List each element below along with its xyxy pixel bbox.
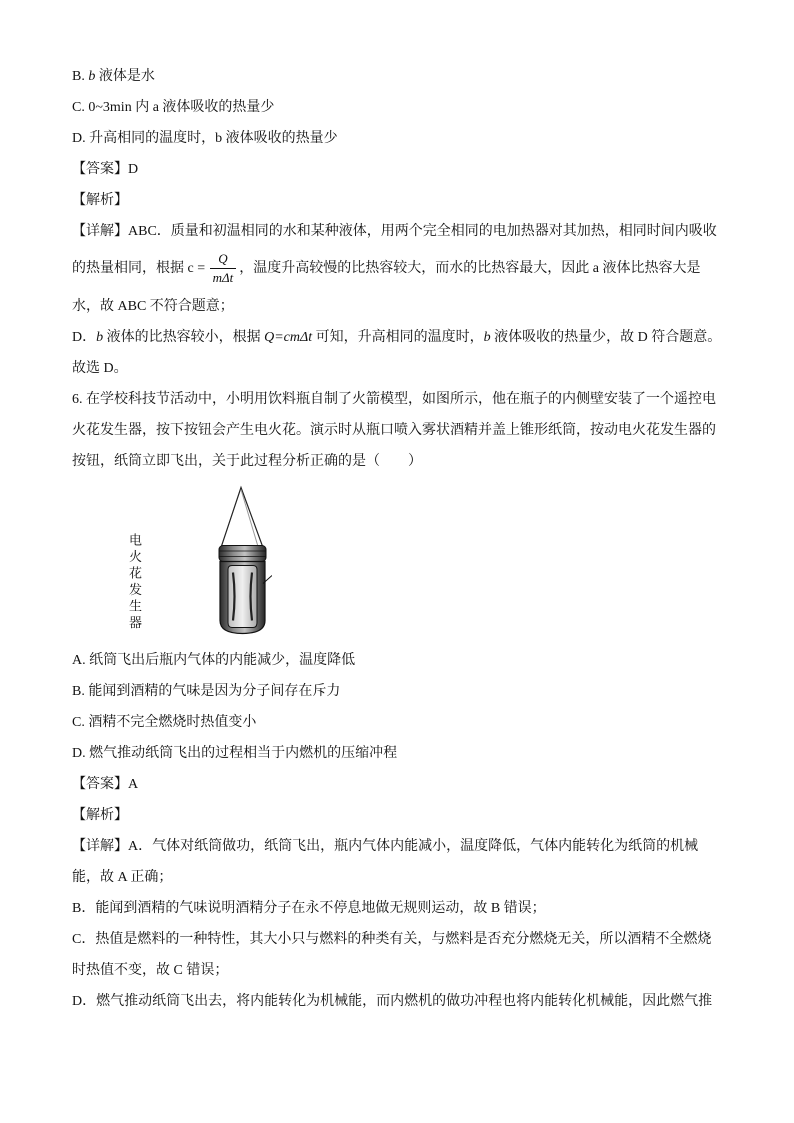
spark-generator-label: 电火花发生器 bbox=[127, 532, 142, 632]
q6-stem-line-3: 按钮，纸筒立即飞出，关于此过程分析正确的是（ ） bbox=[72, 453, 422, 469]
q6-option-b: B. 能闻到酒精的气味是因为分子间存在斥力 bbox=[72, 683, 341, 699]
detail-text-before-formula: 的热量相同，根据 c = bbox=[72, 261, 209, 276]
q6-detail-line-2: 能，故 A 正确； bbox=[72, 869, 173, 885]
q6-detail-line-3: B．能闻到酒精的气味说明酒精分子在永不停息地做无规则运动，故 B 错误； bbox=[72, 900, 546, 916]
specific-heat-fraction bbox=[210, 252, 237, 285]
q6-option-d: D. 燃气推动纸筒飞出的过程相当于内燃机的压缩冲程 bbox=[72, 745, 398, 761]
option-label: B. bbox=[72, 68, 89, 84]
variable-b: b bbox=[88, 68, 96, 84]
page-content bbox=[72, 61, 752, 1017]
q5-detail-line-4 bbox=[72, 322, 752, 353]
rocket-model-figure bbox=[72, 477, 272, 645]
q6-detail-line-6: D．燃气推动纸筒飞出去，将内能转化为机械能，而内燃机的做功冲程也将内能转化机械能，因此燃气推 bbox=[72, 993, 713, 1009]
q6-answer: 【答案】A bbox=[72, 776, 139, 792]
heat-formula: Q=cmΔt bbox=[264, 329, 313, 345]
paper-cone bbox=[221, 487, 263, 547]
fraction-numerator: Q bbox=[218, 251, 228, 266]
fraction-denominator: mΔt bbox=[210, 268, 237, 285]
q5-answer: 【答案】D bbox=[72, 161, 139, 177]
q6-option-a: A. 纸筒飞出后瓶内气体的内能减少，温度降低 bbox=[72, 652, 356, 668]
q6-option-c: C. 酒精不完全燃烧时热值变小 bbox=[72, 714, 257, 730]
q5-detail-line-3: 水，故 ABC 不符合题意； bbox=[72, 298, 234, 314]
variable-b: b bbox=[483, 329, 491, 345]
detail-text: 可知，升高相同的温度时， bbox=[312, 329, 484, 345]
q6-stem-line-2: 火花发生器，按下按钮会产生电火花。演示时从瓶口喷入雾状酒精并盖上锥形纸筒，按动电火花发生器的 bbox=[72, 422, 716, 438]
detail-prefix: D． bbox=[72, 329, 97, 345]
q6-detail-line-4: C．热值是燃料的一种特性，其大小只与燃料的种类有关，与燃料是否充分燃烧无关，所以酒精不全燃烧 bbox=[72, 931, 712, 947]
q6-detail-line-5: 时热值不变，故 C 错误； bbox=[72, 962, 229, 978]
q5-analysis-heading: 【解析】 bbox=[72, 192, 128, 208]
q6-detail-line-1: 【详解】A．气体对纸筒做功，纸筒飞出，瓶内气体内能减小，温度降低，气体内能转化为纸筒的机械 bbox=[72, 838, 699, 854]
q5-option-b bbox=[72, 61, 752, 92]
detail-text: 液体吸收的热量少，故 D 符合题意。 bbox=[490, 329, 722, 345]
rocket-bottle-drawing bbox=[72, 477, 272, 645]
q6-stem-line-1: 6. 在学校科技节活动中，小明用饮料瓶自制了火箭模型，如图所示，他在瓶子的内侧壁安装了一个遥控电 bbox=[72, 391, 716, 407]
detail-text: 液体的比热容较小，根据 bbox=[103, 329, 265, 345]
detail-text-after-formula: ，温度升高较慢的比热容较大，而水的比热容最大，因此 a 液体比热容大是 bbox=[239, 261, 701, 276]
variable-b: b bbox=[96, 329, 104, 345]
q5-detail-line-5: 故选 D。 bbox=[72, 360, 128, 376]
option-text: 液体是水 bbox=[95, 68, 155, 84]
q6-analysis-heading: 【解析】 bbox=[72, 807, 128, 823]
q5-option-c: C. 0~3min 内 a 液体吸收的热量少 bbox=[72, 99, 275, 115]
q5-detail-line-2 bbox=[72, 247, 752, 291]
bottle-neck-band bbox=[219, 545, 266, 561]
q5-option-d: D. 升高相同的温度时，b 液体吸收的热量少 bbox=[72, 130, 338, 146]
q5-detail-line-1: 【详解】ABC．质量和初温相同的水和某种液体，用两个完全相同的电加热器对其加热，相同时间内吸收 bbox=[72, 223, 717, 239]
